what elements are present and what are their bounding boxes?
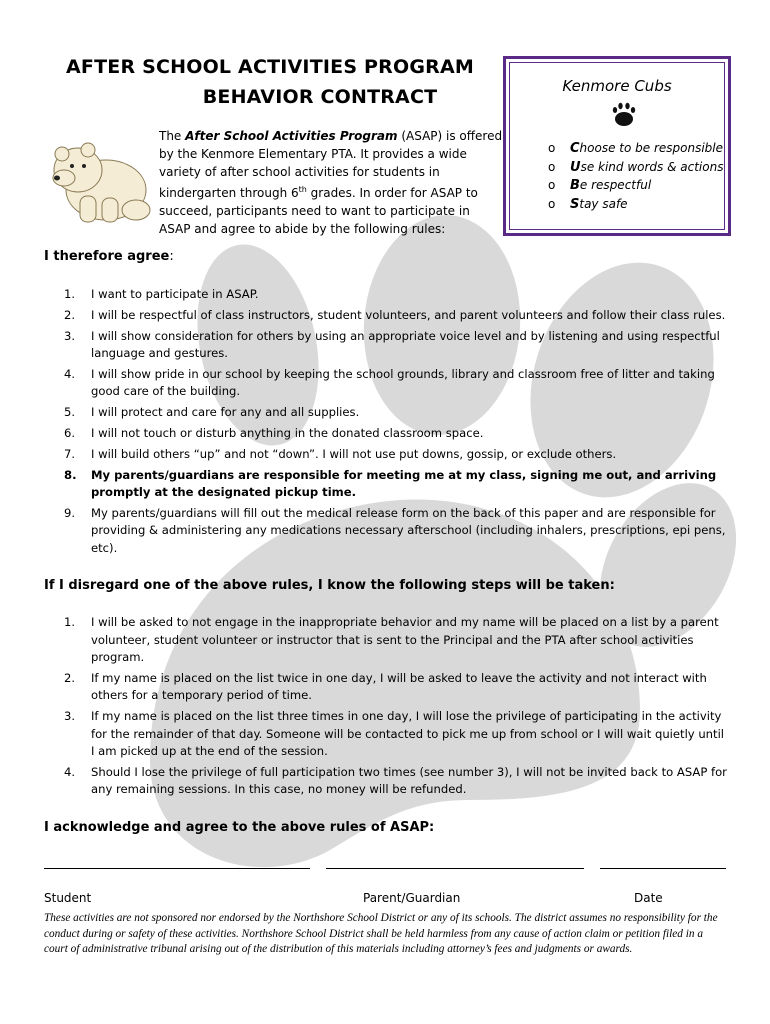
page-title [60,52,480,112]
rule-item [44,404,729,422]
cubs-value-item [548,197,723,216]
agree-heading [44,249,174,264]
rule-number: 8. [64,467,77,482]
date-signature-line[interactable] [600,868,726,869]
intro-paragraph [159,127,504,238]
consequence-text: I will be asked to not engage in the inappropriate behavior and my name will be placed on a list by a parent volunteer, student volunteer or instructor that is sent to the Principal and the PTA after school activities program. [91,615,719,664]
rule-text: My parents/guardians will fill out the medical release form on the back of this paper and are responsible for providing & administering any medications necessary afterschool (including inhalers, prescriptions, epi pens, etc). [91,505,726,555]
student-signature-line[interactable] [44,868,310,869]
paw-print-icon [612,101,636,127]
cubs-value-item [548,178,723,197]
rule-number: 1. [64,287,76,301]
consequence-number: 4. [64,764,76,779]
rule-item [44,307,729,325]
kenmore-cubs-box [503,56,731,236]
rule-item [44,328,729,363]
consequence-text: If my name is placed on the list three times in one day, I will lose the privilege of participating in the activity for the remainder of that day. Someone will be contacted to pick me up from school or I will wait quietly until I am picked up at the end of the session. [91,709,725,759]
value-initial: U [570,159,581,175]
rule-number: 6. [64,425,76,440]
intro-text-2: (ASAP) is offered by the Kenmore Elementary PTA. It provides a wide variety of after school activities for students in kindergarten through 6 [159,129,503,200]
polar-bear-cub-icon [44,118,152,226]
rule-number: 5. [64,405,76,420]
value-text: tay safe [579,196,628,211]
intro-text-1: The [159,129,186,143]
value-initial: S [570,196,580,212]
consequence-item [44,708,729,761]
consequence-number: 3. [64,709,76,724]
intro-superscript: th [298,185,307,194]
student-label: Student [44,891,92,905]
program-name: After School Activities Program [185,129,398,143]
rule-text: I will be respectful of class instructors, student volunteers, and parent volunteers and follow their class rules. [91,307,726,322]
disclaimer-text: These activities are not sponsored nor endorsed by the Northshore School District or any of its schools. The district assumes no responsibility for the conduct during or safety of these activities. Northshore School District shall be held harmless from any cause of action claim or petition filed in a court of administrative tribunal arising out of the distribution of this materials including attorney’s fees and judgments or awards. [44,912,718,955]
intro-text-3: grades. In order for ASAP to succeed, participants need to want to participate in ASAP and agree to abide by the following rules: [159,186,478,236]
rule-number: 2. [64,307,76,322]
parent-signature-line[interactable] [326,868,584,869]
value-initial: C [570,141,580,156]
consequence-text: If my name is placed on the list twice in one day, I will be asked to leave the activity and not interact with others for a temporary period of time. [91,670,707,703]
consequence-number: 2. [64,670,76,685]
consequences-list [44,614,729,802]
rule-number: 9. [64,505,76,520]
rule-text: I will build others “up” and not “down”. I will not use put downs, gossip, or exclude others. [91,446,617,461]
rule-text: I want to participate in ASAP. [91,287,259,301]
rule-number: 4. [64,366,76,381]
rule-number: 3. [64,328,76,343]
title-line-1: AFTER SCHOOL ACTIVITIES PROGRAM [66,56,474,78]
value-text: e respectful [579,178,652,192]
agree-heading-colon: : [169,249,174,264]
kenmore-cubs-title: Kenmore Cubs [562,77,672,95]
cubs-values-list [548,141,723,215]
value-text: hoose to be responsible [579,141,724,155]
rule-item [44,425,729,443]
rule-item [44,505,729,558]
date-label: Date [634,891,663,905]
value-text: se kind words & actions [580,159,724,174]
agree-rules-list [44,286,729,561]
consequence-item [44,670,729,705]
rule-text: I will protect and care for any and all supplies. [91,405,360,420]
consequence-item [44,614,729,667]
consequence-number: 1. [64,615,76,629]
title-line-2: BEHAVIOR CONTRACT [202,86,438,108]
disregard-heading: If I disregard one of the above rules, I know the following steps will be taken: [44,578,615,593]
value-initial: B [570,178,580,193]
agree-heading-text: I therefore agree [44,249,170,264]
parent-label: Parent/Guardian [363,891,461,905]
bullet: o [548,196,556,211]
consequence-item [44,764,729,799]
rule-text: I will show consideration for others by using an appropriate voice level and by listening and using respectful language and gestures. [91,328,720,361]
acknowledge-heading: I acknowledge and agree to the above rules of ASAP: [44,820,435,835]
rule-text: My parents/guardians are responsible for meeting me at my class, signing me out, and arriving promptly at the designated pickup time. [91,467,717,500]
cubs-value-item [548,160,723,179]
rule-item [44,446,729,464]
bullet: o [548,141,556,155]
rule-item [44,366,729,401]
cubs-value-item [548,141,723,160]
rule-text: I will show pride in our school by keeping the school grounds, library and classroom free of litter and taking good care of the building. [91,366,715,399]
rule-item [44,467,729,502]
rule-number: 7. [64,446,76,461]
consequence-text: Should I lose the privilege of full participation two times (see number 3), I will not be invited back to ASAP for any remaining sessions. In this case, no money will be refunded. [91,764,727,797]
bullet: o [548,178,556,192]
bullet: o [548,159,556,174]
rule-item [44,286,729,304]
rule-text: I will not touch or disturb anything in the donated classroom space. [91,425,484,440]
